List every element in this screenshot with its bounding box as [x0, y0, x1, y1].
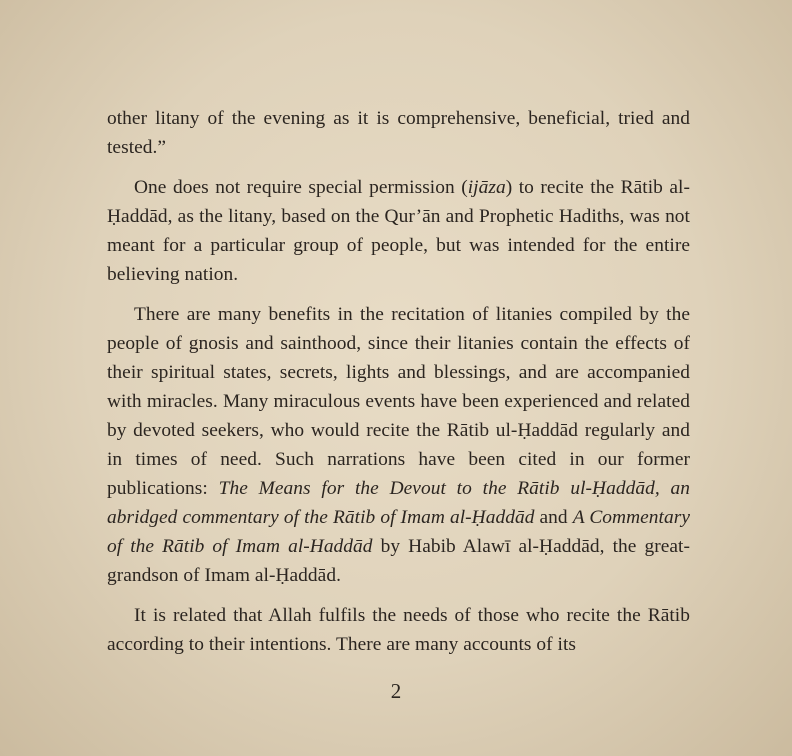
- text-segment: by Habib Alawī al-Ḥaddād, the great-grandson of Imam al-Ḥaddād.: [107, 536, 690, 586]
- text-segment: There are many benefits in the recitation of litanies compiled by the people of gnosis and sainthood, since their litanies contain the effects of their spiritual states, secrets, lights and blessings, and are accompanied with miracles. Many miraculous events have been experienced and related by devoted seekers, who would recite the Rātib ul-Ḥaddād regularly and in times of need. Such narrations have been cited in our former publications:: [107, 304, 690, 499]
- page-number: 2: [390, 679, 402, 703]
- paragraph-1: [107, 104, 690, 162]
- paragraph-3: [107, 300, 690, 590]
- text-segment: It is related that Allah fulfils the needs of those who recite the Rātib according to their intentions. There are many accounts of its: [107, 605, 690, 655]
- paragraph-2: [107, 173, 690, 289]
- book-title-commentary-of-the-ratib: A Commentary of the Rātib of Imam al-Haddād: [107, 507, 690, 557]
- text-segment: ) to recite the Rātib al-Ḥaddād, as the litany, based on the Qur’ān and Prophetic Hadiths, was not meant for a particular group of people, but was intended for the entire believing nation.: [107, 177, 690, 285]
- paragraph-4: [107, 601, 690, 659]
- text-segment: One does not require special permission (: [134, 177, 468, 198]
- text-segment: other litany of the evening as it is comprehensive, beneficial, tried and tested.”: [107, 108, 690, 158]
- italic-term-ijaza: ijāza: [467, 177, 506, 198]
- book-title-means-for-the-devout: The Means for the Devout to the Rātib ul-Ḥaddād, an abridged commentary of the Rātib of Imam al-Ḥaddād: [107, 478, 690, 528]
- text-segment: and: [534, 507, 573, 528]
- page-body: [107, 104, 690, 659]
